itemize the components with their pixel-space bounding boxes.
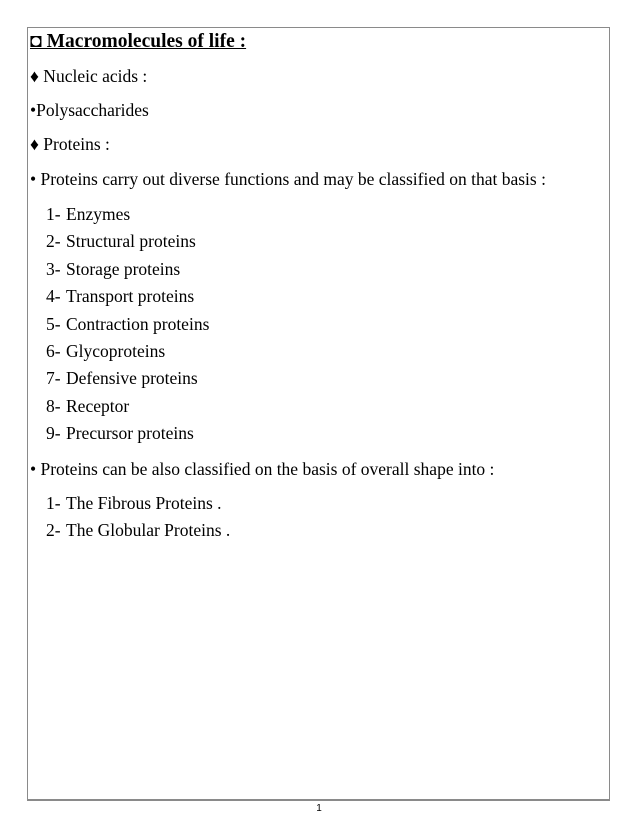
list-text: Receptor [66,395,130,416]
list-number: 5- [46,313,61,334]
list-item [46,420,604,447]
list-item [46,393,604,420]
list-number: 1- [46,204,61,224]
list-text: The Fibrous Proteins . [66,492,222,513]
list-text: Storage proteins [66,258,181,279]
list-item [46,517,604,544]
document-body [30,30,604,544]
list-item [46,256,604,283]
list-number: 7- [46,368,61,389]
list-text: Glycoproteins [66,340,166,361]
list-number: 4- [46,286,61,307]
list-item [46,490,604,517]
list-item [46,228,604,255]
list-number: 1- [46,492,61,513]
proteins-item: ♦ Proteins : [30,134,110,154]
list-text: Structural proteins [66,231,196,252]
footer-divider [27,800,610,801]
list-number: 3- [46,258,61,279]
list-text: Defensive proteins [66,368,198,389]
list-item [46,338,604,365]
section-heading: ◘ Macromolecules of life : [30,31,247,52]
list-text: Contraction proteins [66,313,210,334]
list-item [46,311,604,338]
list-item [46,365,604,392]
protein-shape-list [30,490,604,545]
list-item [46,201,604,228]
list-text: The Globular Proteins . [66,519,231,540]
list-number: 2- [46,231,61,252]
list-text: Precursor proteins [66,423,194,444]
list-text: Transport proteins [66,286,195,307]
list-number: 6- [46,340,61,361]
protein-functions-intro: • Proteins carry out diverse functions and may be classified on that basis : [30,169,546,189]
list-number: 9- [46,423,61,444]
nucleic-acids-item: ♦ Nucleic acids : [30,66,148,86]
list-number: 8- [46,395,61,416]
list-number: 2- [46,519,61,540]
protein-function-list [30,201,604,448]
list-item [46,283,604,310]
list-text: Enzymes [66,204,131,224]
protein-shape-intro: • Proteins can be also classified on the basis of overall shape into : [30,458,495,479]
polysaccharides-item: •Polysaccharides [30,100,149,120]
page-number: 1 [316,803,322,814]
